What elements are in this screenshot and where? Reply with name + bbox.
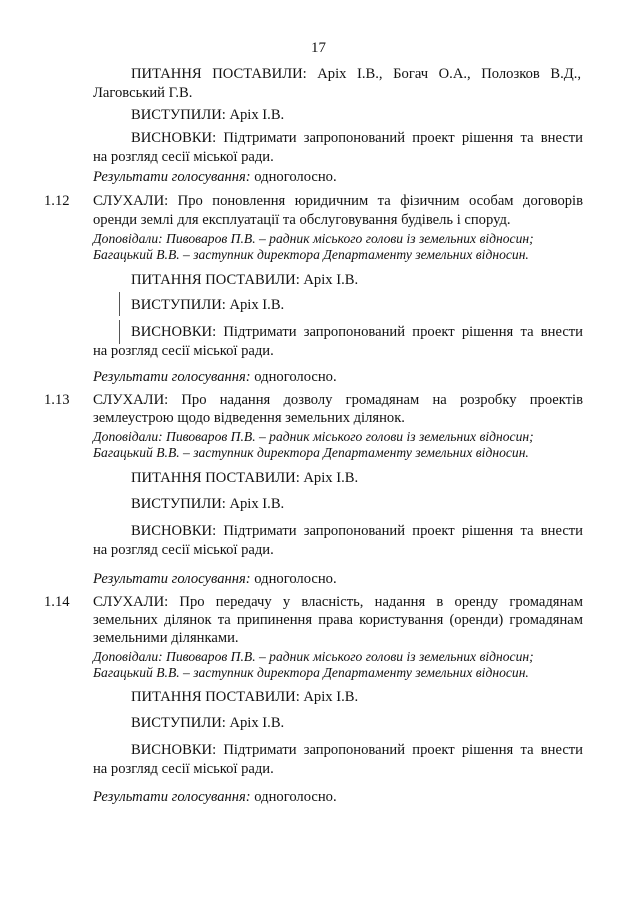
item-number: 1.14 xyxy=(44,594,70,610)
heard-line-cont: землеустрою щодо відведення земельних ділянок. xyxy=(93,410,405,426)
reporters-line-cont: Багацький В.В. – заступник директора Департаменту земельних відносин. xyxy=(93,445,529,460)
asked-line: ПИТАННЯ ПОСТАВИЛИ: Аріх І.В., Богач О.А., Полозков В.Д., xyxy=(131,66,581,82)
vote-label: Результати голосування: xyxy=(93,789,251,805)
heard-line: СЛУХАЛИ: Про передачу у власність, надання в оренду громадянам xyxy=(93,594,583,610)
vote-label: Результати голосування: xyxy=(93,571,251,587)
spoke-line: ВИСТУПИЛИ: Аріх І.В. xyxy=(131,496,285,512)
margin-mark xyxy=(119,292,120,316)
asked-line: ПИТАННЯ ПОСТАВИЛИ: Аріх І.В. xyxy=(131,272,359,288)
heard-line-cont: оренди землі для експлуатації та обслуговування будівель і споруд. xyxy=(93,212,511,228)
margin-mark xyxy=(119,320,120,344)
vote-value: одноголосно. xyxy=(254,789,337,805)
heard-line: СЛУХАЛИ: Про надання дозволу громадянам на розробку проектів xyxy=(93,392,583,408)
asked-line-cont: Лаговський Г.В. xyxy=(93,85,193,101)
conclusion-line-cont: на розгляд сесії міської ради. xyxy=(93,343,274,359)
heard-line: СЛУХАЛИ: Про поновлення юридичним та фізичним особам договорів xyxy=(93,193,583,209)
conclusion-line: ВИСНОВКИ: Підтримати запропонований проект рішення та внести xyxy=(131,130,583,146)
vote-result xyxy=(93,788,337,807)
reporters-line-cont: Багацький В.В. – заступник директора Департаменту земельних відносин. xyxy=(93,247,529,262)
vote-label: Результати голосування: xyxy=(93,369,251,385)
heard-line-cont: земельними ділянками. xyxy=(93,630,239,646)
spoke-line: ВИСТУПИЛИ: Аріх І.В. xyxy=(131,715,285,731)
vote-label: Результати голосування: xyxy=(93,169,251,185)
asked-line: ПИТАННЯ ПОСТАВИЛИ: Аріх І.В. xyxy=(131,470,359,486)
reporters-line: Доповідали: Пивоваров П.В. – радник міського голови із земельних відносин; xyxy=(93,231,534,246)
vote-value: одноголосно. xyxy=(254,169,337,185)
conclusion-line-cont: на розгляд сесії міської ради. xyxy=(93,542,274,558)
asked-line: ПИТАННЯ ПОСТАВИЛИ: Аріх І.В. xyxy=(131,689,359,705)
item-number: 1.12 xyxy=(44,193,70,209)
reporters-line-cont: Багацький В.В. – заступник директора Департаменту земельних відносин. xyxy=(93,665,529,680)
heard-line-cont: земельних ділянок та припинення права користування (оренди) громадянам xyxy=(93,612,583,628)
vote-result xyxy=(93,570,337,589)
conclusion-line: ВИСНОВКИ: Підтримати запропонований проект рішення та внести xyxy=(131,523,583,539)
conclusion-line-cont: на розгляд сесії міської ради. xyxy=(93,149,274,165)
vote-value: одноголосно. xyxy=(254,571,337,587)
conclusion-line: ВИСНОВКИ: Підтримати запропонований проект рішення та внести xyxy=(131,324,583,340)
reporters-line: Доповідали: Пивоваров П.В. – радник міського голови із земельних відносин; xyxy=(93,429,534,444)
reporters-line: Доповідали: Пивоваров П.В. – радник міського голови із земельних відносин; xyxy=(93,649,534,664)
vote-result xyxy=(93,368,337,387)
vote-result xyxy=(93,168,337,187)
conclusion-line: ВИСНОВКИ: Підтримати запропонований проект рішення та внести xyxy=(131,742,583,758)
item-number: 1.13 xyxy=(44,392,70,408)
page-number: 17 xyxy=(311,40,326,56)
spoke-line: ВИСТУПИЛИ: Аріх І.В. xyxy=(131,107,285,123)
conclusion-line-cont: на розгляд сесії міської ради. xyxy=(93,761,274,777)
vote-value: одноголосно. xyxy=(254,369,337,385)
spoke-line: ВИСТУПИЛИ: Аріх І.В. xyxy=(131,297,285,313)
